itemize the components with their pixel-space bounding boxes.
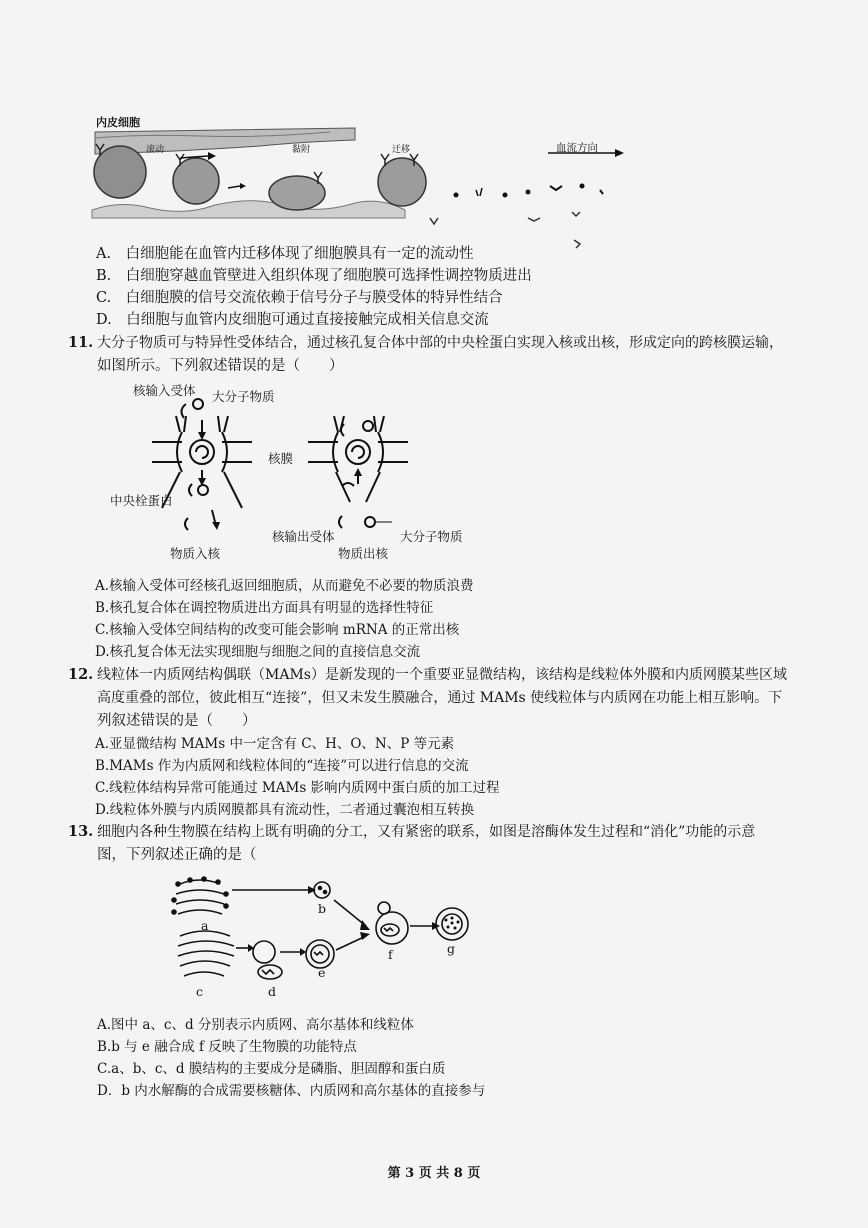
leukocyte-migration-drawing (0, 0, 868, 260)
q12-option-b: B.MAMs 作为内质网和线粒体间的“连接”可以进行信息的交流 (95, 758, 469, 774)
q12-stem-line2: 高度重叠的部位，彼此相互“连接”，但又未发生膜融合，通过 MAMs 使线粒体与内质网在功能上相互影响。下 (97, 690, 783, 706)
q13-stem-line2: 图，下列叙述正确的是（ (97, 847, 257, 863)
q13-option-c: C.a、b、c、d 膜结构的主要成分是磷脂、胆固醇和蛋白质 (97, 1061, 446, 1077)
label-f: f (388, 947, 393, 962)
label-e: e (318, 965, 326, 980)
q13-stem-line1: 细胞内各种生物膜在结构上既有明确的分工，又有紧密的联系，如图是溶酶体发生过程和“消化”功能的示意 (97, 824, 756, 840)
q11-number: 11. (68, 334, 94, 351)
central-plug-protein-label: 中央栓蛋白 (110, 493, 173, 508)
label-b: b (318, 901, 327, 916)
q12-stem-line3: 列叙述错误的是（ ） (97, 713, 257, 729)
q13-number: 13. (68, 823, 94, 840)
lysosome-pathway-drawing (0, 870, 868, 1010)
q12-number: 12. (68, 666, 94, 683)
label-g: g (447, 941, 456, 956)
q13-option-b: B.b 与 e 融合成 f 反映了生物膜的功能特点 (97, 1039, 357, 1055)
q12-option-d: D.线粒体外膜与内质网膜都具有流动性，二者通过囊泡相互转换 (95, 802, 475, 818)
material-import-label: 物质入核 (170, 546, 221, 561)
label-a: a (201, 918, 209, 933)
label-d: d (268, 984, 277, 999)
q11-stem-line2: 如图所示。下列叙述错误的是（ ） (97, 358, 344, 374)
q12-stem-line1: 线粒体一内质网结构偶联（MAMs）是新发现的一个重要亚显微结构，该结构是线粒体外膜和内质网膜某些区域 (97, 667, 787, 683)
material-export-label: 物质出核 (338, 546, 389, 561)
q11-option-d: D.核孔复合体无法实现细胞与细胞之间的直接信息交流 (95, 644, 421, 660)
page-number-footer: 第 3 页 共 8 页 (387, 1166, 481, 1181)
macromolecule-top-label: 大分子物质 (212, 389, 275, 404)
export-receptor-label: 核输出受体 (272, 529, 335, 544)
q12-option-a: A.亚显微结构 MAMs 中一定含有 C、H、O、N、P 等元素 (95, 736, 455, 752)
label-c: c (196, 984, 204, 999)
q13-option-d: D．b 内水解酶的合成需要核糖体、内质网和高尔基体的直接参与 (97, 1083, 486, 1099)
macromolecule-bottom-label: 大分子物质 (400, 529, 463, 544)
q11-option-b: B.核孔复合体在调控物质进出方面具有明显的选择性特征 (95, 600, 434, 616)
endothelial-cell-label: 内皮细胞 (96, 116, 140, 129)
migration-label: 迁移 (392, 145, 411, 155)
q10-option-d: D. 白细胞与血管内皮细胞可通过直接接触完成相关信息交流 (96, 312, 489, 328)
nuclear-pore-drawing (0, 380, 868, 600)
q11-stem-line1: 大分子物质可与特异性受体结合，通过核孔复合体中部的中央栓蛋白实现入核或出核，形成定向的跨核膜运输， (97, 335, 783, 351)
q13-option-a: A.图中 a、c、d 分别表示内质网、高尔基体和线粒体 (97, 1017, 414, 1033)
adhesion-label: 黏附 (292, 145, 311, 155)
q11-option-c: C.核输入受体空间结构的改变可能会影响 mRNA 的正常出核 (95, 622, 460, 638)
q10-option-a: A. 白细胞能在血管内迁移体现了细胞膜具有一定的流动性 (96, 246, 474, 262)
q10-option-b: B. 白细胞穿越血管壁进入组织体现了细胞膜可选择性调控物质进出 (96, 268, 532, 284)
rolling-label: 滚动 (146, 145, 165, 155)
q11-option-a: A.核输入受体可经核孔返回细胞质，从而避免不必要的物质浪费 (95, 578, 474, 594)
q12-option-c: C.线粒体结构异常可能通过 MAMs 影响内质网中蛋白质的加工过程 (95, 780, 500, 796)
nuclear-membrane-label: 核膜 (268, 451, 294, 466)
q10-option-c: C. 白细胞膜的信号交流依赖于信号分子与膜受体的特异性结合 (96, 290, 503, 306)
import-receptor-label: 核输入受体 (133, 383, 196, 398)
blood-flow-direction-label: 血流方向 (556, 142, 598, 154)
